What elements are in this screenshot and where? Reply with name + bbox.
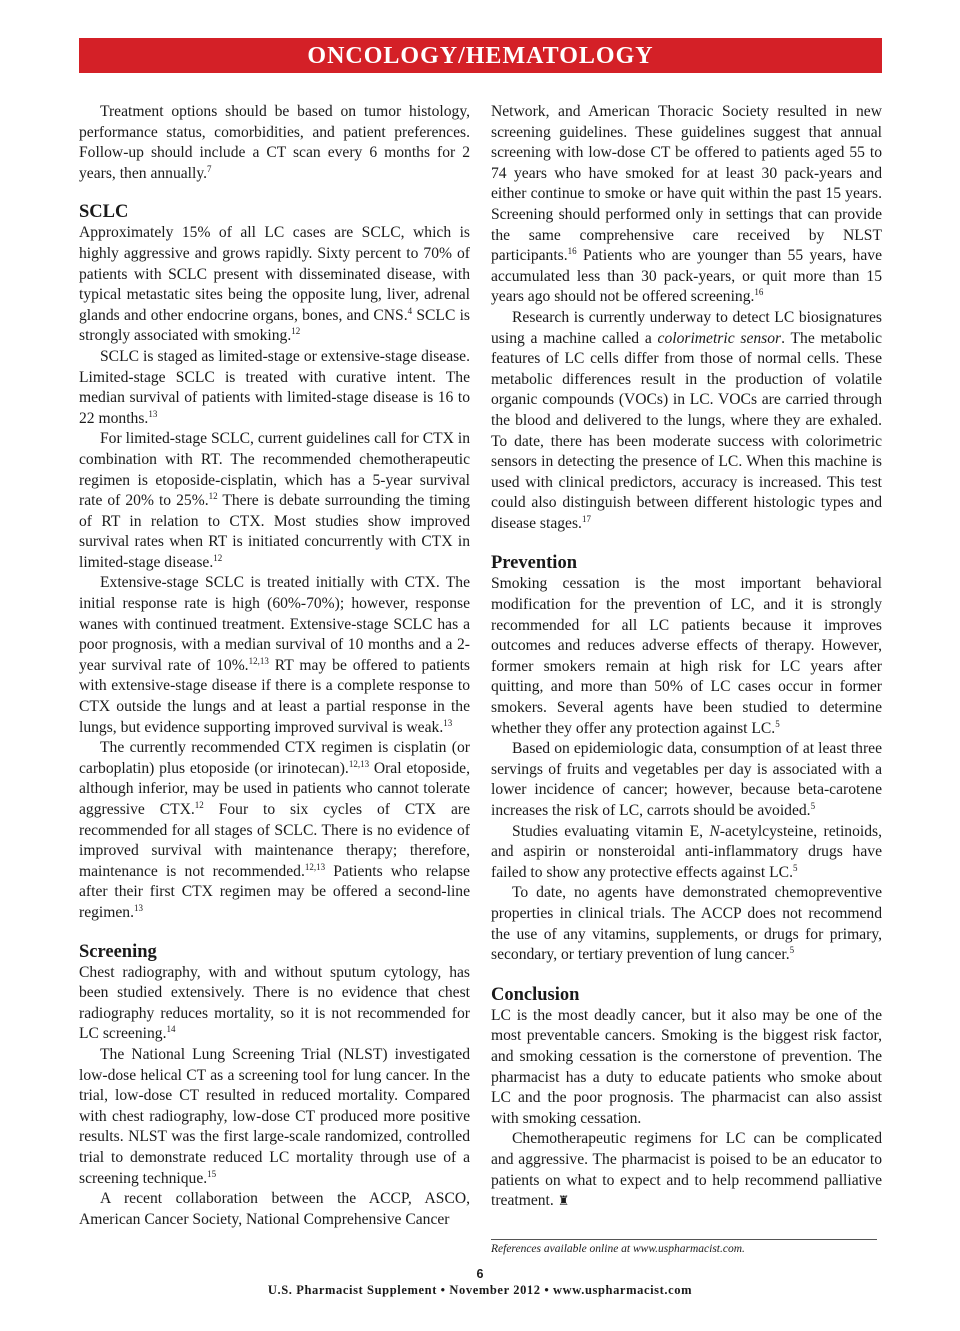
paragraph-sclc-5: The currently recommended CTX regimen is cisplatin (or carboplatin) plus etoposide (or irinotecan).$^{12,13}$ Oral etoposide, although inferior, may be used in patients who cannot tolerate aggressive CTX.$^{12}$ Four to six cycles of CTX are recommended for all stages of SCLC. There is no evidence of improved survival with maintenance therapy; therefore, maintenance is not recommended.$^{12,13}$ Patients who relapse after their first CTX regimen may be offered a second-line regimen.$^{13}$: [79, 739, 470, 921]
paragraph-prevention-1: Smoking cessation is the most important behavioral modification for the prevention of LC, and it is strongly recommended for all LC patients because it improves outcomes and reduces adverse effects of therapy. However, former smokers remain at high risk for LC years after quitting, and more than 50% of LC cases occur in former smokers. Several agents have been studied to determine whether they offer any protection against LC.$^5$: [491, 575, 882, 737]
paragraph-sclc-3: For limited-stage SCLC, current guidelines call for CTX in combination with RT. The recommended chemotherapeutic regimen is etoposide-cisplatin, which has a 5-year survival rate of 20% to 25%.$^{12}$ There is debate surrounding the timing of RT in relation to CTX. Most studies show improved survival rates when RT is initiated concurrently with CTX in limited-stage disease.$^{12}$: [79, 430, 470, 571]
paragraph-prevention-4: To date, no agents have demonstrated chemopreventive properties in clinical trials. The ACCP does not recommend the use of any vitamins, supplements, or drugs for primary, secondary, or tertiary prevention of lung cancer.$^5$: [491, 884, 882, 964]
end-of-article-icon: ♜: [557, 1193, 570, 1209]
footer-line: U.S. Pharmacist Supplement • November 2012 • www.uspharmacist.com: [267, 1283, 693, 1297]
paragraph-sclc-4: Extensive-stage SCLC is treated initially with CTX. The initial response rate is high (60%-70%); however, response wanes with continued treatment. Extensive-stage SCLC has a poor prognosis, with a median survival of 10 months and a 2-year survival rate of 10%.$^{12,13}$ RT may be offered to patients with extensive-stage disease if there is a complete response to CTX outside the lungs and at least a partial response in the lungs, but evidence supporting improved survival is weak.$^{13}$: [79, 574, 470, 736]
paragraph-screening-3-continued: Network, and American Thoracic Society resulted in new screening guidelines. These guidelines suggest that annual screening with low-dose CT be offered to patients aged 55 to 74 years who have smoked for at least 30 pack-years and either continue to smoke or have quit within the past 15 years. Screening should performed only in settings that can provide the same comprehensive care received by NLST participants.$^{16}$ Patients who are younger than 55 years, have accumulated less than 30 pack-years, or quit more than 15 years ago should not be offered screening.$^{16}$: [491, 103, 882, 306]
section-title: ONCOLOGY/HEMATOLOGY: [307, 43, 654, 69]
heading-prevention: Prevention: [491, 553, 577, 574]
page-number: 6: [476, 1267, 484, 1281]
paragraph-prevention-2: Based on epidemiologic data, consumption of at least three servings of fruits and vegetables per day is associated with a lower incidence of cancer; however, because beta-carotene increases the risk of LC, carrots should be avoided.$^5$: [491, 740, 882, 819]
paragraph-conclusion-2: Chemotherapeutic regimens for LC can be complicated and aggressive. The pharmacist is poised to be an educator to patients on what to expect and to help recommend palliative treatment. ♜: [491, 1130, 882, 1210]
paragraph-intro: Treatment options should be based on tumor histology, performance status, comorbidities, and patient preferences. Follow-up should include a CT scan every 6 months for 2 years, then annually.$^7$: [79, 103, 470, 182]
section-banner: [79, 38, 882, 73]
paragraph-screening-3: A recent collaboration between the ACCP, ASCO, American Cancer Society, National Comprehensive Cancer: [79, 1190, 470, 1228]
heading-sclc: SCLC: [79, 202, 129, 223]
right-column: [491, 102, 882, 1212]
references-note: References available online at www.uspharmacist.com.: [491, 1239, 877, 1256]
paragraph-sclc-1: Approximately 15% of all LC cases are SCLC, which is highly aggressive and grows rapidly. Sixty percent to 70% of patients with SCLC present with disseminated disease, with typical metastatic sites being the opposite lung, liver, adrenal glands and other endocrine organs, bones, and CNS.$^4$ SCLC is strongly associated with smoking.$^{12}$: [79, 224, 470, 345]
paragraph-conclusion-1: LC is the most deadly cancer, but it also may be one of the most preventable cancers. Smoking is the biggest risk factor, and smoking cessation is the cornerstone of prevention. The pharmacist has a duty to educate patients who smoke about LC and the poor prognosis. The pharmacist can also assist with smoking cessation.: [491, 1006, 882, 1127]
paragraph-screening-2: The National Lung Screening Trial (NLST) investigated low-dose helical CT as a screening tool for lung cancer. In the trial, low-dose CT resulted in reduced mortality. Compared with chest radiography, low-dose CT produced more positive results. NLST was the first large-scale randomized, controlled trial to demonstrate reduced LC mortality through use of a screening technique.$^{15}$: [79, 1045, 470, 1187]
paragraph-sclc-2: SCLC is staged as limited-stage or extensive-stage disease. Limited-stage SCLC is treated with curative intent. The median survival of patients with limited-stage disease is 16 to 22 months.$^{13}$: [79, 347, 470, 427]
left-column: [79, 102, 470, 1230]
paragraph-prevention-3: Studies evaluating vitamin E, N-acetylcysteine, retinoids, and aspirin or nonsteroidal anti-inflammatory drugs have failed to show any protective effects against LC.$^5$: [491, 822, 882, 881]
heading-conclusion: Conclusion: [491, 984, 580, 1005]
paragraph-screening-1: Chest radiography, with and without sputum cytology, has been studied extensively. There is no evidence that chest radiography reduces mortality, so it is not recommended for LC screening.$^{14}$: [79, 963, 470, 1043]
heading-screening: Screening: [79, 941, 157, 962]
paragraph-screening-4: Research is currently underway to detect LC biosignatures using a machine called a colorimetric sensor. The metabolic features of LC cells differ from those of normal cells. These metabolic differences result in the production of volatile organic compounds (VOCs) in LC. VOCs are carried through the blood and delivered to the lungs, where they are exhaled. To date, there has been moderate success with colorimetric sensors in detecting the presence of LC. When this machine is used with clinical predictors, accuracy is increased. This test could also distinguish between different histologic types and disease stages.$^{17}$: [491, 308, 882, 532]
